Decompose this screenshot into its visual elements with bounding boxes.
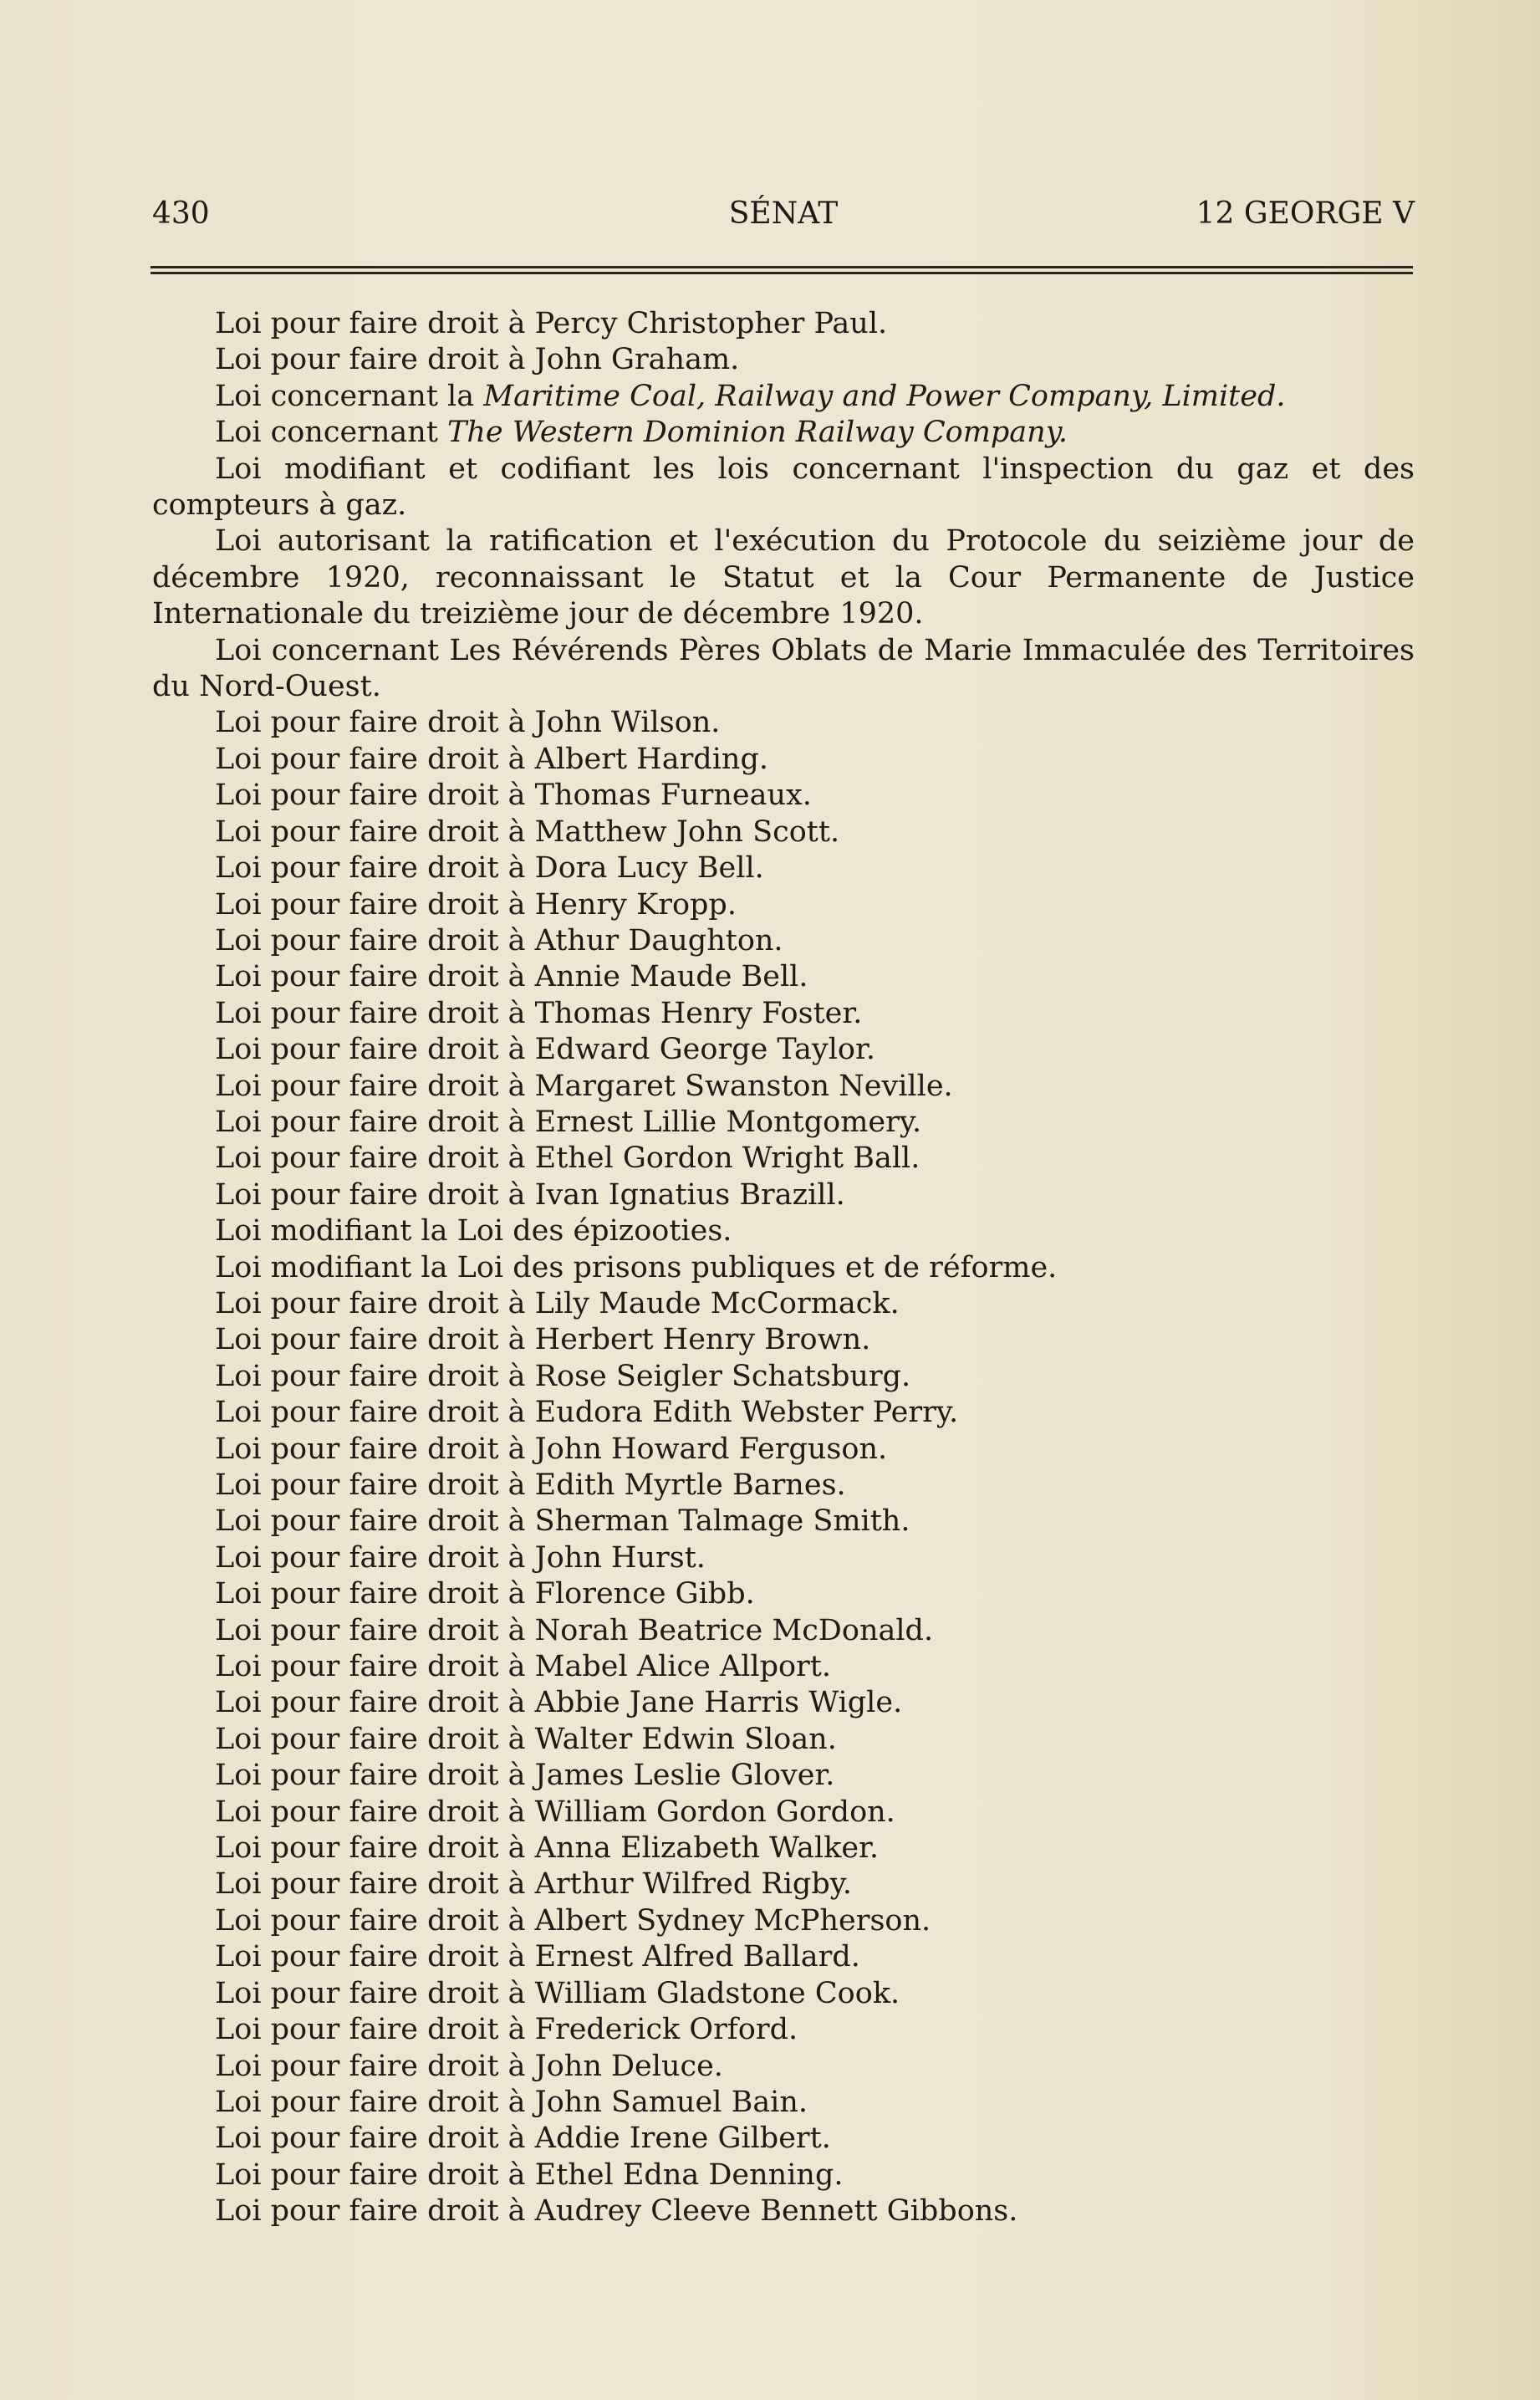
bill-entry: Loi pour faire droit à James Leslie Glover. — [215, 1759, 835, 1793]
bill-entry: Loi pour faire droit à Anna Elizabeth Walker. — [215, 1831, 880, 1866]
bill-entry: Loi pour faire droit à Albert Harding. — [215, 742, 768, 776]
bill-entry: Loi pour faire droit à Walter Edwin Sloan. — [215, 1722, 837, 1756]
bill-entry: Loi pour faire droit à Lily Maude McCormack. — [215, 1286, 900, 1320]
bill-entry: Loi pour faire droit à Sherman Talmage Smith. — [215, 1504, 910, 1539]
bill-entry: Loi pour faire droit à Florence Gibb. — [215, 1577, 755, 1611]
bill-entry: Loi pour faire droit à Addie Irene Gilbert. — [215, 2122, 831, 2156]
page-header — [152, 191, 1415, 237]
bill-entry: Loi pour faire droit à Ivan Ignatius Brazill. — [215, 1177, 845, 1212]
bill-entry: Loi pour faire droit à John Graham. — [215, 343, 740, 377]
bill-entry: Loi pour faire droit à Arthur Wilfred Rigby. — [215, 1867, 852, 1902]
bill-entry: Loi pour faire droit à John Deluce. — [215, 2049, 723, 2083]
bill-entry: Loi pour faire droit à Ethel Edna Denning. — [215, 2157, 844, 2192]
regnal-year: 12 GEORGE V — [1196, 197, 1415, 231]
bill-entry: Loi pour faire droit à Herbert Henry Brown. — [215, 1323, 871, 1357]
bill-entry: Loi pour faire droit à Eudora Edith Webster Perry. — [215, 1396, 959, 1430]
bill-entry: Loi pour faire droit à Percy Christopher Paul. — [215, 307, 888, 340]
bill-entry: Loi pour faire droit à Ernest Lillie Montgomery. — [215, 1105, 922, 1139]
bill-entry-prefix: Loi concernant la — [215, 379, 484, 413]
header-double-rule — [150, 266, 1413, 274]
bill-entry: Loi pour faire droit à Edward George Taylor. — [215, 1033, 875, 1067]
bill-entry: Loi pour faire droit à John Wilson. — [215, 706, 721, 740]
bill-entry: Loi pour faire droit à Margaret Swanston Neville. — [215, 1069, 953, 1103]
bill-entry: Loi concernant Les Révérends Pères Oblats de Marie Immaculée des Territoires du Nord-Ouest. — [152, 633, 1415, 704]
bill-entry: Loi pour faire droit à Frederick Orford. — [215, 2013, 798, 2047]
bill-entry-maritime — [152, 379, 1415, 415]
page-title: SÉNAT — [728, 197, 839, 231]
bill-entry-prefix: Loi concernant — [215, 416, 448, 450]
bill-entry: Loi modifiant la Loi des épizooties. — [215, 1214, 732, 1249]
bill-entry: Loi modifiant et codifiant les lois concernant l'inspection du gaz et des compteurs à gaz. — [152, 452, 1415, 523]
bill-entry: Loi pour faire droit à Dora Lucy Bell. — [215, 851, 764, 886]
bill-entry: Loi pour faire droit à Audrey Cleeve Bennett Gibbons. — [215, 2194, 1018, 2229]
bill-entry: Loi pour faire droit à Henry Kropp. — [215, 887, 737, 922]
company-name: Maritime Coal, Railway and Power Company, Limited. — [483, 379, 1286, 413]
bill-entry: Loi pour faire droit à Ernest Alfred Ballard. — [215, 1940, 860, 1974]
bill-entry: Loi pour faire droit à Mabel Alice Allport. — [215, 1650, 831, 1684]
bill-entry: Loi pour faire droit à Thomas Furneaux. — [215, 779, 812, 813]
bill-entry: Loi pour faire droit à Edith Myrtle Barnes. — [215, 1468, 846, 1502]
bill-list — [152, 306, 1415, 2230]
bill-entry: Loi pour faire droit à Matthew John Scott. — [215, 814, 840, 849]
bill-entry: Loi pour faire droit à William Gladstone Cook. — [215, 1976, 900, 2010]
bill-entry: Loi pour faire droit à John Samuel Bain. — [215, 2085, 808, 2119]
bill-entry: Loi pour faire droit à Albert Sydney McPherson. — [215, 1903, 931, 1938]
bill-entry: Loi pour faire droit à Annie Maude Bell. — [215, 960, 808, 994]
page-number: 430 — [152, 197, 210, 231]
bill-entry: Loi pour faire droit à John Hurst. — [215, 1540, 706, 1575]
bill-entry: Loi pour faire droit à Thomas Henry Foster. — [215, 996, 863, 1030]
bill-entry: Loi pour faire droit à Abbie Jane Harris Wigle. — [215, 1686, 903, 1720]
bill-entry: Loi pour faire droit à Rose Seigler Schatsburg. — [215, 1359, 911, 1393]
bill-entry: Loi pour faire droit à William Gordon Gordon. — [215, 1795, 895, 1829]
bill-entry: Loi autorisant la ratification et l'exécution du Protocole du seizième jour de décembre 1920, reconnaissant le Statut et la Cour Permanente de Justice Internationale du treizième jour de décembre 1920. — [152, 524, 1415, 631]
bill-entry: Loi pour faire droit à John Howard Ferguson. — [215, 1432, 888, 1466]
bill-entry: Loi modifiant la Loi des prisons publiques et de réforme. — [215, 1250, 1058, 1284]
company-name: The Western Dominion Railway Company. — [447, 416, 1068, 450]
bill-entry-western — [152, 415, 1415, 451]
bill-entry: Loi pour faire droit à Norah Beatrice McDonald. — [215, 1613, 934, 1647]
bill-entry: Loi pour faire droit à Ethel Gordon Wright Ball. — [215, 1141, 920, 1176]
bill-entry: Loi pour faire droit à Athur Daughton. — [215, 923, 783, 957]
